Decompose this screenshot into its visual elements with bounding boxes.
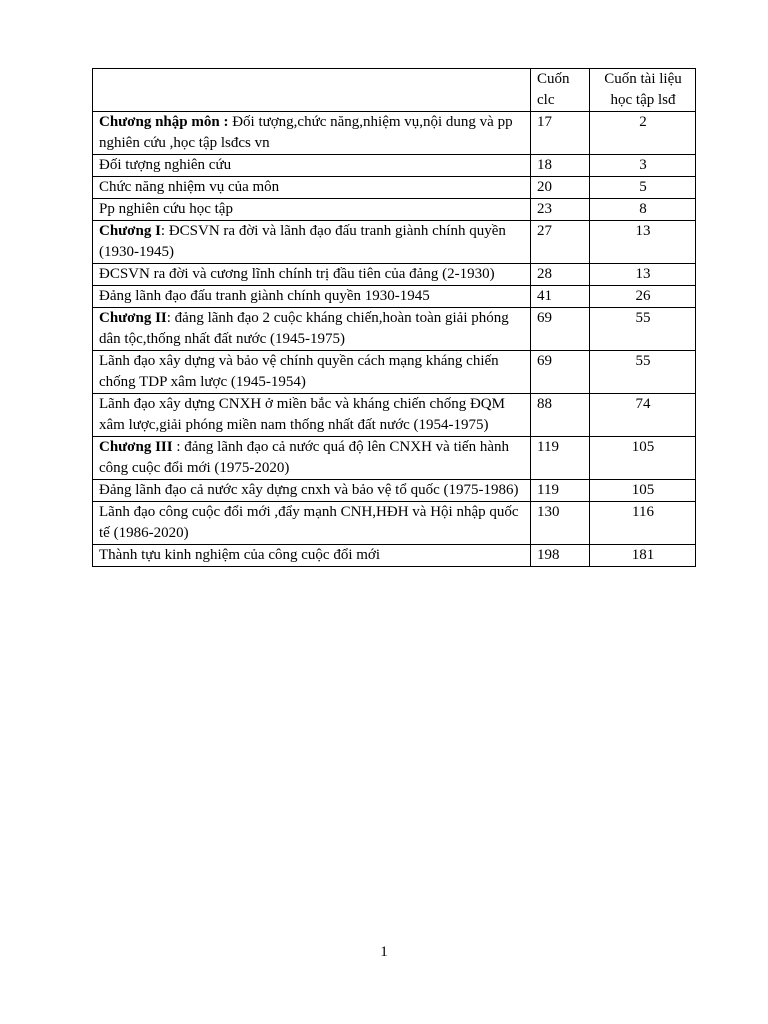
table-row xyxy=(93,112,696,155)
contents-table xyxy=(92,68,696,567)
topic-text: Đối tượng nghiên cứu xyxy=(99,157,232,173)
lsd-page-cell: 116 xyxy=(590,502,696,545)
topic-text: ĐCSVN ra đời và cương lĩnh chính trị đầu tiên của đảng (2-1930) xyxy=(99,266,495,282)
topic-cell xyxy=(93,177,531,199)
clc-page-cell: 69 xyxy=(531,308,590,351)
clc-page-cell: 17 xyxy=(531,112,590,155)
topic-cell xyxy=(93,199,531,221)
topic-cell xyxy=(93,351,531,394)
chapter-title: Chương III xyxy=(99,439,173,455)
clc-page-cell: 27 xyxy=(531,221,590,264)
clc-page-cell: 88 xyxy=(531,394,590,437)
topic-cell xyxy=(93,112,531,155)
table-row xyxy=(93,545,696,567)
clc-page-cell: 69 xyxy=(531,351,590,394)
table-row xyxy=(93,308,696,351)
topic-text: Đảng lãnh đạo đấu tranh giành chính quyền 1930-1945 xyxy=(99,288,430,304)
table-row xyxy=(93,480,696,502)
table-row xyxy=(93,394,696,437)
topic-cell xyxy=(93,221,531,264)
table-row xyxy=(93,286,696,308)
table-row xyxy=(93,155,696,177)
page-number: 1 xyxy=(380,944,388,960)
clc-page-cell: 23 xyxy=(531,199,590,221)
topic-text: : đảng lãnh đạo cả nước quá độ lên CNXH và tiến hành công cuộc đổi mới (1975-2020) xyxy=(99,439,509,476)
header-topic xyxy=(93,69,531,112)
topic-text: Lãnh đạo công cuộc đổi mới ,đẩy mạnh CNH,HĐH và Hội nhập quốc tế (1986-2020) xyxy=(99,504,519,541)
topic-text: Đối tượng,chức năng,nhiệm vụ,nội dung và pp nghiên cứu ,học tập lsđcs vn xyxy=(99,114,513,151)
lsd-page-cell: 55 xyxy=(590,351,696,394)
topic-cell xyxy=(93,394,531,437)
topic-cell xyxy=(93,502,531,545)
lsd-page-cell: 13 xyxy=(590,264,696,286)
lsd-page-cell: 105 xyxy=(590,437,696,480)
lsd-page-cell: 74 xyxy=(590,394,696,437)
topic-cell xyxy=(93,286,531,308)
clc-page-cell: 41 xyxy=(531,286,590,308)
lsd-page-cell: 2 xyxy=(590,112,696,155)
lsd-page-cell: 105 xyxy=(590,480,696,502)
lsd-page-cell: 181 xyxy=(590,545,696,567)
topic-text: : đảng lãnh đạo 2 cuộc kháng chiến,hoàn toàn giải phóng dân tộc,thống nhất đất nước (1945-1975) xyxy=(99,310,509,347)
clc-page-cell: 198 xyxy=(531,545,590,567)
clc-page-cell: 18 xyxy=(531,155,590,177)
lsd-page-cell: 55 xyxy=(590,308,696,351)
header-clc: Cuốn clc xyxy=(531,69,590,112)
topic-text: : ĐCSVN ra đời và lãnh đạo đấu tranh giành chính quyền (1930-1945) xyxy=(99,223,506,260)
clc-page-cell: 28 xyxy=(531,264,590,286)
topic-text: Pp nghiên cứu học tập xyxy=(99,201,233,217)
topic-text: Đảng lãnh đạo cả nước xây dựng cnxh và bảo vệ tổ quốc (1975-1986) xyxy=(99,482,519,498)
lsd-page-cell: 26 xyxy=(590,286,696,308)
chapter-title: Chương II xyxy=(99,310,167,326)
chapter-title: Chương nhập môn : xyxy=(99,114,229,130)
table-row xyxy=(93,264,696,286)
clc-page-cell: 20 xyxy=(531,177,590,199)
lsd-page-cell: 8 xyxy=(590,199,696,221)
table-row xyxy=(93,437,696,480)
topic-cell xyxy=(93,545,531,567)
topic-cell xyxy=(93,264,531,286)
table-row xyxy=(93,199,696,221)
topic-cell xyxy=(93,308,531,351)
table-row xyxy=(93,221,696,264)
topic-text: Lãnh đạo xây dựng CNXH ở miền bắc và kháng chiến chống ĐQM xâm lược,giải phóng miền nam thống nhất đất nước (1954-1975) xyxy=(99,396,505,433)
lsd-page-cell: 3 xyxy=(590,155,696,177)
topic-cell xyxy=(93,155,531,177)
topic-cell xyxy=(93,437,531,480)
table-row xyxy=(93,351,696,394)
table-row xyxy=(93,177,696,199)
chapter-title: Chương I xyxy=(99,223,161,239)
clc-page-cell: 130 xyxy=(531,502,590,545)
topic-text: Chức năng nhiệm vụ của môn xyxy=(99,179,280,195)
header-row xyxy=(93,69,696,112)
lsd-page-cell: 13 xyxy=(590,221,696,264)
lsd-page-cell: 5 xyxy=(590,177,696,199)
clc-page-cell: 119 xyxy=(531,437,590,480)
clc-page-cell: 119 xyxy=(531,480,590,502)
topic-text: Thành tựu kinh nghiệm của công cuộc đổi mới xyxy=(99,547,381,563)
topic-cell xyxy=(93,480,531,502)
table-row xyxy=(93,502,696,545)
header-lsd: Cuốn tài liệu học tập lsđ xyxy=(590,69,696,112)
topic-text: Lãnh đạo xây dựng và bảo vệ chính quyền cách mạng kháng chiến chống TDP xâm lược (1945-1954) xyxy=(99,353,499,390)
